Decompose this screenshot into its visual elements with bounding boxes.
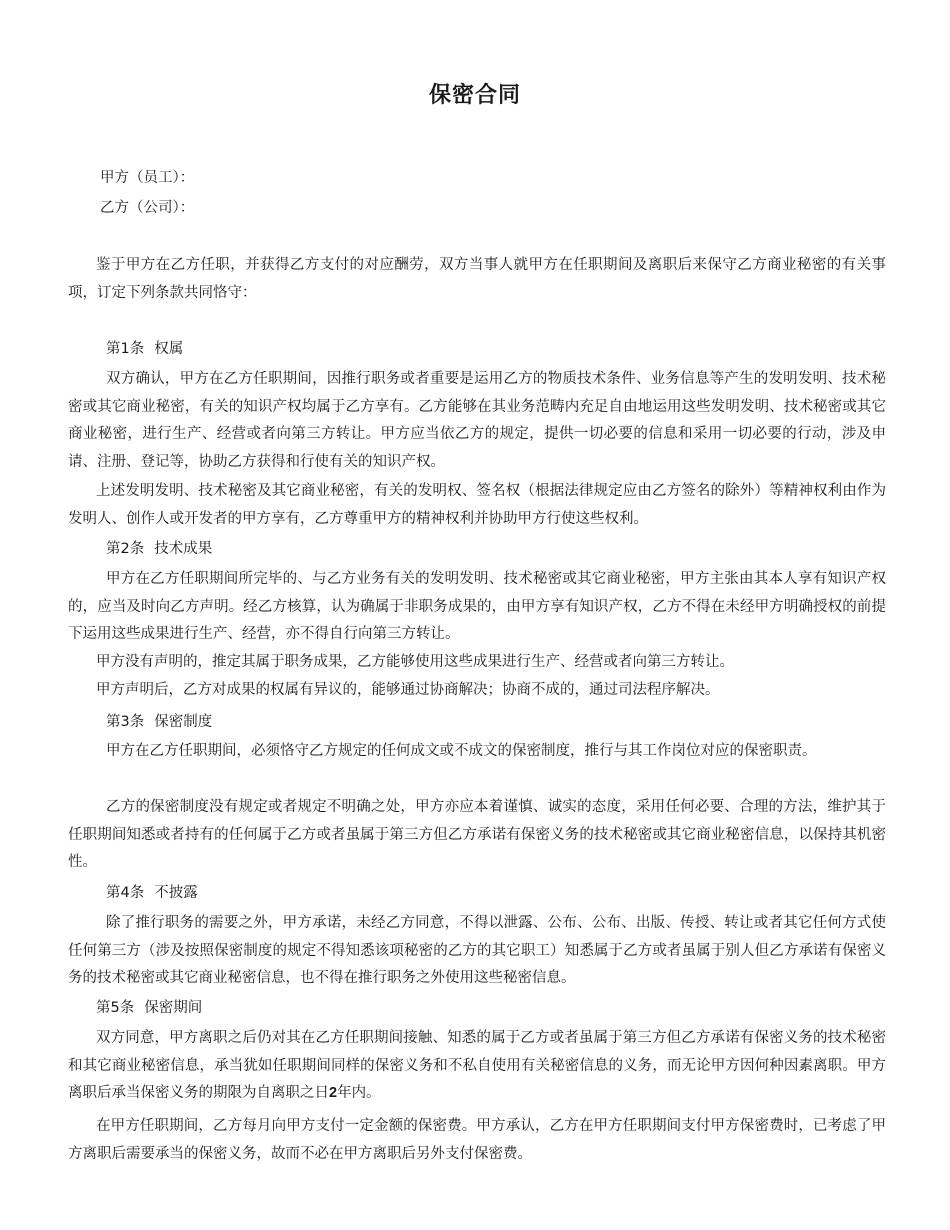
article-3-paragraph-2: 乙方的保密制度没有规定或者规定不明确之处，甲方亦应本着谨慎、诚实的态度，采用任何必要、合理的方法，维护其于任职期间知悉或者持有的任何属于乙方或者虽属于第三方但乙方承诺有保密义务的技术秘密或其它商业秘密信息，以保持其机密性。 bbox=[68, 799, 886, 870]
confidentiality-years: 2 bbox=[329, 1085, 338, 1101]
article-5-paragraph-1 bbox=[68, 1025, 886, 1108]
article-2-number: 第2条 bbox=[106, 541, 145, 557]
article-2-heading bbox=[106, 537, 212, 558]
article-1-title: 权属 bbox=[154, 341, 184, 357]
article-3-number: 第3条 bbox=[106, 714, 145, 730]
article-4-paragraph-1: 除了推行职务的需要之外，甲方承诺，未经乙方同意，不得以泄露、公布、公布、出版、传授、转让或者其它任何方式使任何第三方（涉及按照保密制度的规定不得知悉该项秘密的乙方的其它职工）知悉属于乙方或者虽属于别人但乙方承诺有保密义务的技术秘密或其它商业秘密信息，也不得在推行职务之外使用这些秘密信息。 bbox=[68, 915, 886, 986]
document-title: 保密合同 bbox=[428, 82, 521, 108]
article-3-title: 保密制度 bbox=[154, 714, 213, 730]
article-1-paragraph-1: 双方确认，甲方在乙方任职期间，因推行职务或者重要是运用乙方的物质技术条件、业务信息等产生的发明发明、技术秘密或其它商业秘密，有关的知识产权均属于乙方享有。乙方能够在其业务范畴内充足自由地运用这些发明发明、技术秘密或其它商业秘密，进行生产、经营或者向第三方转让。甲方应当依乙方的规定，提供一切必要的信息和采用一切必要的行动，涉及申请、注册、登记等，协助乙方获得和行使有关的知识产权。 bbox=[68, 371, 886, 470]
article-1-heading bbox=[106, 337, 183, 358]
article-5-paragraph-2: 在甲方任职期间，乙方每月向甲方支付一定金额的保密费。甲方承认，乙方在甲方任职期间支付甲方保密费时，已考虑了甲方离职后需要承当的保密义务，故而不必在甲方离职后另外支付保密费。 bbox=[68, 1118, 886, 1162]
article-2-paragraph-3: 甲方声明后，乙方对成果的权属有异议的，能够通过协商解决；协商不成的，通过司法程序解决。 bbox=[96, 682, 720, 698]
article-2-paragraph-2: 甲方没有声明的，推定其属于职务成果，乙方能够使用这些成果进行生产、经营或者向第三方转让。 bbox=[96, 654, 734, 670]
article-5-heading bbox=[96, 996, 202, 1017]
preamble-paragraph: 鉴于甲方在乙方任职，并获得乙方支付的对应酬劳，双方当事人就甲方在任职期间及离职后来保守乙方商业秘密的有关事项，订定下列条款共同恪守： bbox=[68, 257, 886, 301]
article-5-paragraph-1-tail: 年内。 bbox=[337, 1085, 381, 1101]
party-b-line: 乙方（公司）： bbox=[100, 200, 195, 216]
article-2-title: 技术成果 bbox=[154, 541, 213, 557]
article-3-paragraph-1: 甲方在乙方任职期间，必须恪守乙方规定的任何成文或不成文的保密制度，推行与其工作岗位对应的保密职责。 bbox=[106, 743, 817, 759]
article-1-number: 第1条 bbox=[106, 341, 145, 357]
article-5-paragraph-1-text: 双方同意，甲方离职之后仍对其在乙方任职期间接触、知悉的属于乙方或者虽属于第三方但乙方承诺有保密义务的技术秘密和其它商业秘密信息，承当犹如任职期间同样的保密义务和不私自使用有关秘密信息的义务，而无论甲方因何种因素离职。甲方离职后承当保密义务的期限为自离职之日 bbox=[68, 1030, 886, 1101]
article-4-heading bbox=[106, 881, 198, 902]
article-4-title: 不披露 bbox=[154, 885, 198, 901]
article-2-paragraph-1: 甲方在乙方任职期间所完毕的、与乙方业务有关的发明发明、技术秘密或其它商业秘密，甲方主张由其本人享有知识产权的，应当及时向乙方声明。经乙方核算，认为确属于非职务成果的，由甲方享有知识产权，乙方不得在未经甲方明确授权的前提下运用这些成果进行生产、经营，亦不得自行向第三方转让。 bbox=[68, 571, 886, 642]
party-a-line: 甲方（员工）： bbox=[100, 170, 195, 186]
article-5-number: 第5条 bbox=[96, 1000, 135, 1016]
article-1-paragraph-2: 上述发明发明、技术秘密及其它商业秘密，有关的发明权、签名权（根据法律规定应由乙方签名的除外）等精神权利由作为发明人、创作人或开发者的甲方享有，乙方尊重甲方的精神权利并协助甲方行使这些权利。 bbox=[68, 483, 886, 527]
article-4-number: 第4条 bbox=[106, 885, 145, 901]
article-5-title: 保密期间 bbox=[144, 1000, 203, 1016]
article-3-heading bbox=[106, 710, 212, 731]
